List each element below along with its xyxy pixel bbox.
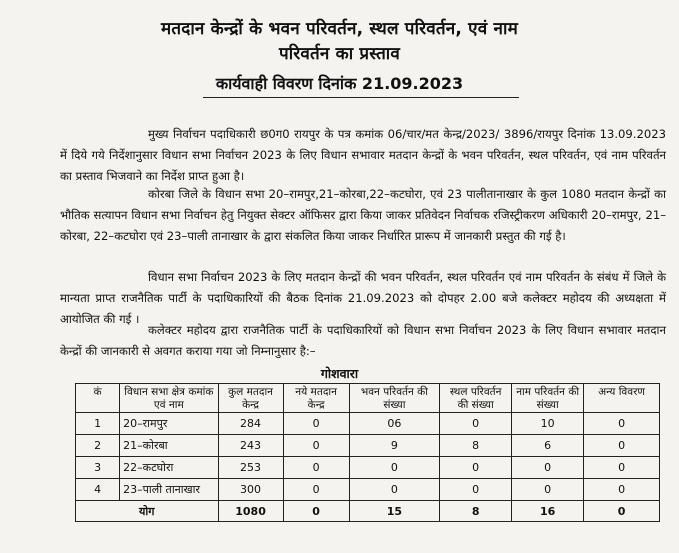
total-sthal: 8 — [440, 501, 512, 522]
cell-name: 21–कोरबा — [120, 435, 218, 457]
cell-bhavan: 0 — [349, 457, 439, 479]
paragraph-1-rest: 3896/रायपुर दिनांक 13.09.2023 में दिये गये निर्देशानुसार विधान सभा निर्वाचन 2023 के लिए विधान सभावार मतदान केन्द्रों के भवन परिवर्तन, स्थल परिवर्तन, एवं नाम परिवर्तन का प्रस्ताव भिजवाने का निर्देश प्राप्त हुआ है। — [60, 127, 667, 183]
total-bhavan: 15 — [349, 501, 439, 522]
table-row — [76, 435, 660, 457]
total-naam: 16 — [512, 501, 584, 522]
cell-naam: 10 — [512, 413, 584, 435]
paragraph-4 — [60, 320, 666, 362]
header-sr: कं — [76, 384, 120, 413]
paragraph-1 — [60, 124, 666, 187]
document-title-line-1: मतदान केन्द्रों के भवन परिवर्तन, स्थल परिवर्तन, एवं नाम — [161, 19, 518, 39]
total-other: 0 — [584, 501, 660, 522]
cell-other: 0 — [584, 435, 660, 457]
cell-sr: 2 — [76, 435, 120, 457]
cell-naam: 0 — [512, 457, 584, 479]
cell-sr: 1 — [76, 413, 120, 435]
cell-new: 0 — [283, 435, 349, 457]
cell-new: 0 — [283, 457, 349, 479]
cell-other: 0 — [584, 457, 660, 479]
cell-naam: 0 — [512, 479, 584, 501]
cell-name: 23–पाली तानाखार — [120, 479, 218, 501]
cell-name: 22–कटघोरा — [120, 457, 218, 479]
cell-total: 300 — [218, 479, 283, 501]
cell-new: 0 — [283, 479, 349, 501]
cell-sthal: 0 — [440, 413, 512, 435]
paragraph-2-text: कोरबा जिले के विधान सभा 20–रामपुर,21–कोरबा,22–कटघोरा, एवं 23 पालीतानाखार के कुल 1080 मतदान केन्द्रों का भौतिक सत्यापन विधान सभा निर्वाचन हेतु नियुक्त सेक्टर ऑफिसर द्वारा किया जाकर प्रतिवेदन निर्वाचक रजिस्ट्रीकरण अधिकारी 20–रामपुर, 21–कोरबा, 22–कटघोरा एवं 23–पाली तानाखार के द्वारा संकलित किया जाकर निर्धारित प्रारूप में जानकारी प्रस्तुत की गई है। — [60, 187, 666, 243]
table-total-row — [76, 501, 660, 522]
cell-sthal: 8 — [440, 435, 512, 457]
total-total: 1080 — [218, 501, 283, 522]
cell-bhavan: 0 — [349, 479, 439, 501]
header-sthal: स्थल परिवर्तन की संख्या — [440, 384, 512, 413]
cell-sr: 3 — [76, 457, 120, 479]
total-label: योग — [76, 501, 219, 522]
header-name: विधान सभा क्षेत्र कमांक एवं नाम — [120, 384, 218, 413]
cell-sthal: 0 — [440, 479, 512, 501]
paragraph-4-text: कलेक्टर महोदय द्वारा राजनैतिक पार्टी के पदाधिकारियों को विधान सभा निर्वाचन 2023 के लिए विधान सभावार मतदान केन्द्रों की जानकारी से अवगत कराया गया जो निम्नानुसार है:– — [60, 323, 666, 358]
cell-name: 20–रामपुर — [120, 413, 218, 435]
table-header-row — [76, 384, 660, 413]
cell-bhavan: 06 — [349, 413, 439, 435]
header-bhavan: भवन परिवर्तन की संख्या — [349, 384, 439, 413]
cell-total: 243 — [218, 435, 283, 457]
cell-total: 253 — [218, 457, 283, 479]
paragraph-3-text: विधान सभा निर्वाचन 2023 के लिए मतदान केन्द्रों की भवन परिवर्तन, स्थल परिवर्तन एवं नाम परिवर्तन के संबंध में जिले के मान्यता प्राप्त राजनैतिक पार्टी के पदाधिकारियों की बैठक दिनांक 21.09.2023 को दोपहर 2.00 बजे कलेक्टर महोदय की अध्यक्षता में आयोजित की गई । — [60, 270, 666, 326]
header-new: नये मतदान केन्द्र — [283, 384, 349, 413]
cell-sthal: 0 — [440, 457, 512, 479]
cell-other: 0 — [584, 479, 660, 501]
table-caption: गोशवारा — [320, 366, 359, 381]
table-row — [76, 457, 660, 479]
title-underline — [203, 97, 519, 98]
cell-total: 284 — [218, 413, 283, 435]
table-row — [76, 479, 660, 501]
cell-sr: 4 — [76, 479, 120, 501]
summary-table — [75, 383, 660, 522]
total-new: 0 — [283, 501, 349, 522]
header-naam: नाम परिवर्तन की संख्या — [512, 384, 584, 413]
header-other: अन्य विवरण — [584, 384, 660, 413]
paragraph-1-line-1: मुख्य निर्वाचन पदाधिकारी छ0ग0 रायपुर के पत्र कमांक 06/चार/मत केन्द्र/2023/ — [148, 127, 500, 141]
cell-naam: 6 — [512, 435, 584, 457]
document-subtitle: कार्यवाही विवरण दिनांक 21.09.2023 — [215, 74, 464, 93]
document-title-line-2: परिवर्तन का प्रस्ताव — [278, 44, 401, 64]
table-row — [76, 413, 660, 435]
header-total: कुल मतदान केन्द्र — [218, 384, 283, 413]
cell-other: 0 — [584, 413, 660, 435]
paragraph-2 — [60, 184, 666, 247]
cell-bhavan: 9 — [349, 435, 439, 457]
cell-new: 0 — [283, 413, 349, 435]
